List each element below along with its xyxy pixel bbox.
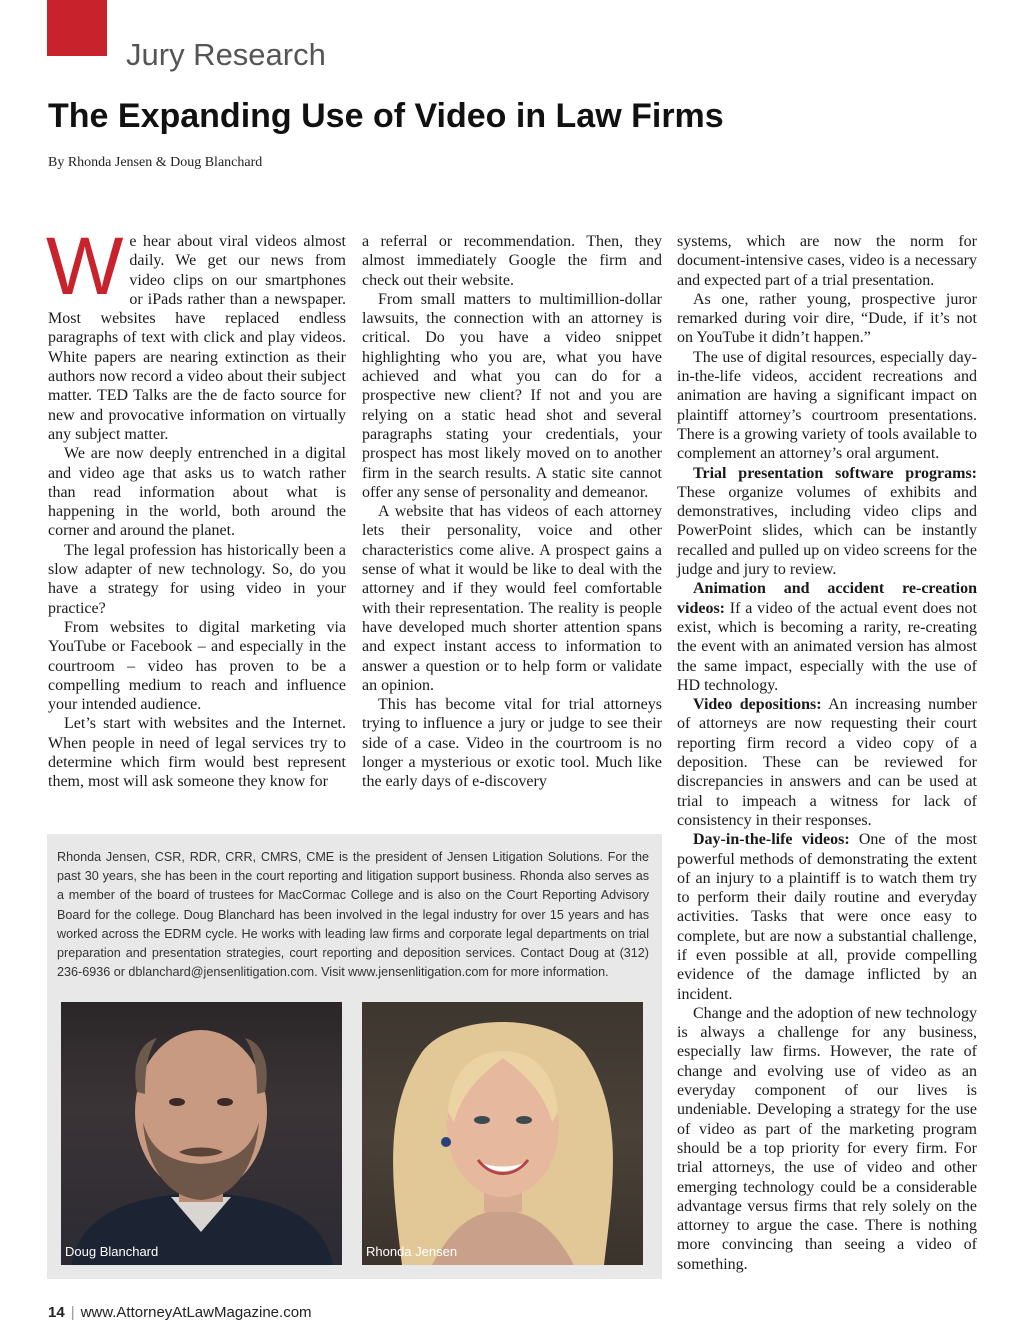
drop-cap: W	[46, 221, 124, 312]
page-number: 14	[48, 1304, 65, 1321]
author-photo-doug	[61, 1002, 342, 1265]
article-paragraph	[46, 221, 346, 444]
byline: By Rhonda Jensen & Doug Blanchard	[48, 155, 263, 170]
article-title: The Expanding Use of Video in Law Firms	[48, 97, 724, 135]
article-paragraph: systems, which are now the norm for document-intensive cases, video is a necessary and expected part of a trial presentation.	[677, 233, 977, 289]
footer-website: www.AttorneyAtLawMagazine.com	[80, 1304, 312, 1321]
section-label: Jury Research	[126, 37, 326, 72]
author-bio-box	[47, 834, 662, 1279]
article-paragraph: From websites to digital marketing via YouTube or Facebook – and especially in the courtroom – video has proven to be a compelling medium to reach and influence your intended audience.	[48, 618, 346, 714]
article-paragraph: a referral or recommendation. Then, they almost immediately Google the firm and check out their website.	[362, 233, 662, 289]
article-paragraph: This has become vital for trial attorneys trying to influence a jury or judge to see their side of a case. Video in the courtroom is no longer a mysterious or exotic tool. Much like the early days of e-discovery	[362, 696, 662, 791]
paragraph-lead-in: Trial presentation software programs:	[693, 464, 977, 482]
author-photo-rhonda	[362, 1002, 643, 1265]
article-paragraph: Let’s start with websites and the Internet. When people in need of legal services try to determine which firm would best represent them, most will ask someone they know for	[48, 715, 346, 791]
portrait-illustration	[61, 1002, 342, 1265]
article-paragraph	[677, 579, 977, 695]
article-column-1	[46, 221, 346, 792]
paragraph-text: e hear about viral videos almost daily. We get our news from video clips on our smartphones or iPads rather than a newspaper. Most websites have replaced endless paragraphs of text with click and play videos. White papers are nearing extinction as their authors now record a video about their subject matter. TED Talks are the de facto source for new and provocative information on virtually any subject matter.	[48, 233, 346, 443]
article-paragraph: The use of digital resources, especially day-in-the-life videos, accident recreations and animation are having a significant impact on plaintiff attorney’s courtroom presentations. There is a growing variety of tools available to complement an attorney’s oral argument.	[677, 348, 977, 463]
paragraph-text: These organize volumes of exhibits and demonstratives, including video clips and PowerPoint slides, which can be instantly recalled and pulled up on video screens for the judge and jury to review.	[677, 483, 977, 579]
author-bio-text: Rhonda Jensen, CSR, RDR, CRR, CMRS, CME is the president of Jensen Litigation Solutions. For the past 30 years, she has been in the court reporting and litigation support business. Rhonda also serves as a member of the board of trustees for MacCormac College and is also on the Court Reporting Advisory Board for the college. Doug Blanchard has been involved in the legal industry for over 15 years and has worked across the EDRM cycle. He works with leading law firms and corporate legal departments on trial preparation and presentation strategies, court reporting and deposition services. Contact Doug at (312) 236-6936 or dblanchard@jensenlitigation.com. Visit www.jensenlitigation.com for more information.	[57, 850, 649, 980]
article-paragraph: A website that has videos of each attorney lets their personality, voice and other characteristics come alive. A prospect gains a sense of what it would be like to deal with the attorney and if they would feel comfortable with their representation. The reality is people have developed much shorter attention spans and expect instant access to information to answer a question or to help form or validate an opinion.	[362, 503, 662, 694]
article-paragraph: As one, rather young, prospective juror remarked during voir dire, “Dude, if it’s not on YouTube it didn’t happen.”	[677, 290, 977, 347]
paragraph-lead-in: Video depositions:	[693, 696, 822, 714]
photo-caption: Rhonda Jensen	[366, 1244, 458, 1259]
footer-separator: |	[70, 1304, 75, 1321]
paragraph-lead-in: Animation and accident re-creation videos:	[677, 580, 977, 617]
paragraph-text: One of the most powerful methods of demonstrating the extent of an injury to a plaintiff is to watch them try to perform their daily routine and everyday activities. Tasks that were once easy to complete, but are now a substantial challenge, if even possible at all, provide compelling evidence of the damage inflicted by an incident.	[677, 831, 978, 1003]
article-paragraph	[677, 695, 977, 830]
paragraph-text: An increasing number of attorneys are now requesting their court reporting firm record a video copy of a deposition. These can be reviewed for discrepancies in answers and can be used at trial to impeach a witness for lack of consistency in their responses.	[677, 696, 977, 829]
article-paragraph: From small matters to multimillion-dollar lawsuits, the connection with an attorney is critical. Do you have a video snippet highlighting who you are, what you have achieved and what you can do for a prospective new client? If not and you are relying on a static head shot and several paragraphs stating your credentials, your prospect has most likely moved on to another firm in the search results. A static site cannot offer any sense of personality and demeanor.	[362, 290, 662, 501]
page-footer	[48, 1304, 312, 1321]
article-paragraph	[677, 464, 977, 580]
article-column-2	[362, 232, 662, 792]
paragraph-lead-in: Day-in-the-life videos:	[693, 831, 850, 849]
paragraph-text: If a video of the actual event does not exist, which is becoming a rarity, re-creating the event with an animated version has almost the same impact, especially with the use of HD technology.	[677, 599, 977, 694]
article-paragraph: Change and the adoption of new technology is always a challenge for any business, especially law firms. However, the rate of change and evolving use of video as an everyday component of our lives is undeniable. Developing a strategy for the use of video as part of the marketing program should be a top priority for every firm. For trial attorneys, the use of video and other emerging technology could be a considerable advantage versus firms that rely solely on the attorney to argue the case. There is nothing more convincing than seeing a video of something.	[677, 1004, 977, 1273]
photo-caption: Doug Blanchard	[65, 1244, 159, 1259]
article-paragraph: The legal profession has historically been a slow adapter of new technology. So, do you have a strategy for using video in your practice?	[48, 541, 346, 617]
article-paragraph	[677, 830, 977, 1004]
portrait-illustration	[362, 1002, 643, 1265]
article-paragraph: We are now deeply entrenched in a digital and video age that asks us to watch rather than read information about what is happening in the world, both around the corner and around the planet.	[48, 445, 346, 540]
article-column-3	[677, 232, 977, 1274]
section-color-block	[47, 0, 107, 56]
